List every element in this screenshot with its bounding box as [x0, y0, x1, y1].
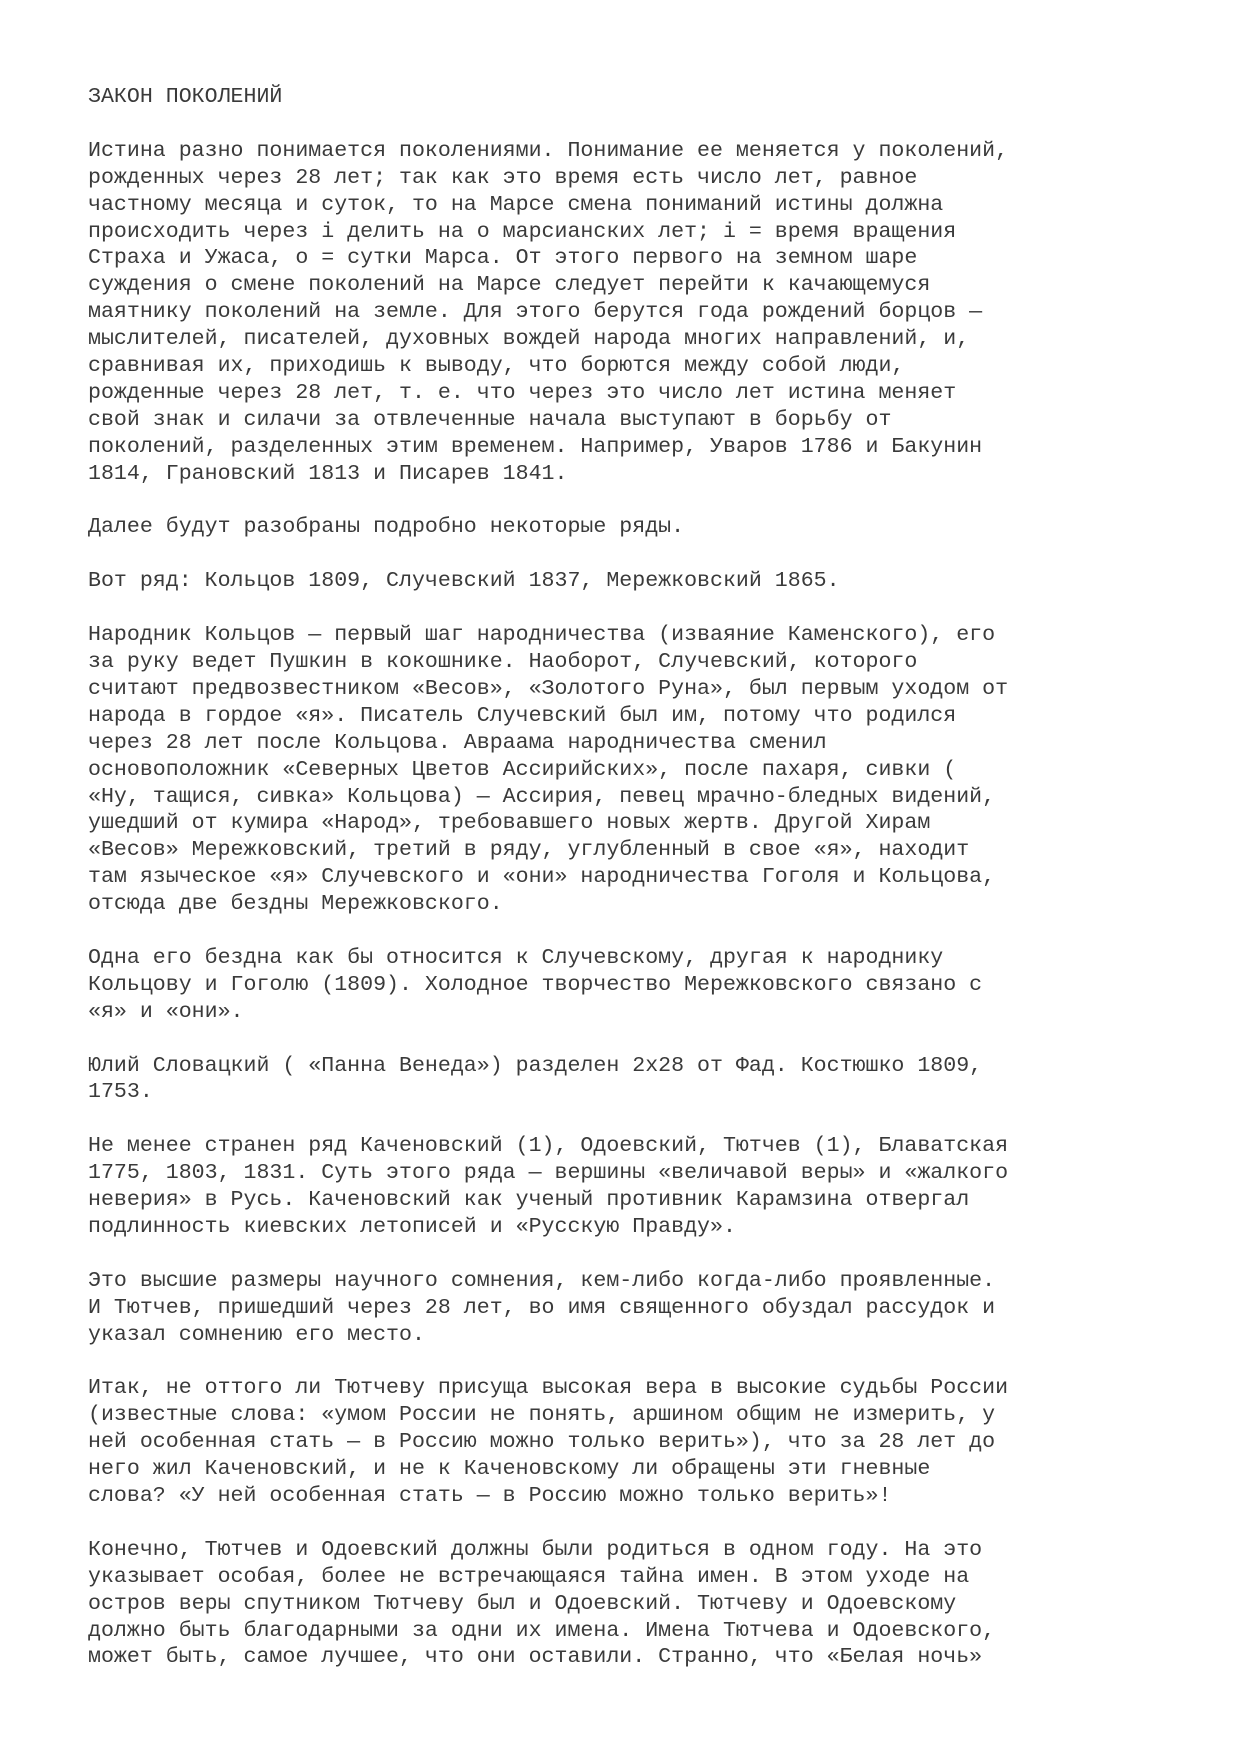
text-line: остров веры спутником Тютчеву был и Одоевский. Тютчеву и Одоевскому [88, 1591, 957, 1616]
text-line: считают предвозвестником «Весов», «Золотого Руна», был первым уходом от [88, 676, 1009, 701]
text-line: частному месяца и суток, то на Марсе смена пониманий истины должна [88, 192, 944, 217]
text-line: маятнику поколений на земле. Для этого берутся года рождений борцов — [88, 300, 983, 325]
text-line: подлинность киевских летописей и «Русскую Правду». [88, 1214, 736, 1239]
text-line: И Тютчев, пришедший через 28 лет, во имя священного обуздал рассудок и [88, 1295, 996, 1320]
text-line: (известные слова: «умом России не понять, аршином общим не измерить, у [88, 1403, 996, 1428]
paragraph [88, 1375, 1188, 1510]
document-page [88, 84, 1188, 1698]
text-line: там языческое «я» Случевского и «они» народничества Гоголя и Кольцова, [88, 865, 996, 890]
text-line: Народник Кольцов — первый шаг народничества (изваяние Каменского), его [88, 623, 996, 648]
paragraph [88, 138, 1188, 488]
text-line: рожденные через 28 лет, т. е. что через это число лет истина меняет [88, 380, 957, 405]
text-line: Кольцову и Гоголю (1809). Холодное творчество Мережковского связано с [88, 972, 983, 997]
text-line: указал сомнению его место. [88, 1322, 425, 1347]
text-line: него жил Каченовский, и не к Каченовскому ли обращены эти гневные [88, 1457, 931, 1482]
text-line: суждения о смене поколений на Марсе следует перейти к качающемуся [88, 273, 931, 298]
document-body [88, 138, 1188, 1672]
text-line: ушедший от кумира «Народ», требовавшего новых жертв. Другой Хирам [88, 811, 931, 836]
text-line: Не менее странен ряд Каченовский (1), Одоевский, Тютчев (1), Блаватская [88, 1134, 1009, 1159]
text-line: происходить через i делить на о марсианских лет; i = время вращения [88, 219, 957, 244]
text-line: Вот ряд: Кольцов 1809, Случевский 1837, Мережковский 1865. [88, 569, 840, 594]
text-line: Это высшие размеры научного сомнения, кем-либо когда-либо проявленные. [88, 1268, 996, 1293]
text-line: Страха и Ужаса, о = сутки Марса. От этого первого на земном шаре [88, 246, 918, 271]
text-line: 1753. [88, 1080, 153, 1105]
text-line: «я» и «они». [88, 999, 244, 1024]
text-line: слова? «У ней особенная стать — в Россию можно только верить»! [88, 1483, 892, 1508]
text-line: Одна его бездна как бы относится к Случевскому, другая к народнику [88, 945, 944, 970]
text-line: 1775, 1803, 1831. Суть этого ряда — вершины «величавой веры» и «жалкого [88, 1161, 1009, 1186]
text-line: отсюда две бездны Мережковского. [88, 892, 503, 917]
paragraph [88, 1537, 1188, 1672]
paragraph [88, 1133, 1188, 1241]
text-line: свой знак и силачи за отвлеченные начала выступают в борьбу от [88, 407, 892, 432]
paragraph [88, 568, 1188, 595]
text-line: может быть, самое лучшее, что они оставили. Странно, что «Белая ночь» [88, 1645, 983, 1670]
text-line: народа в гордое «я». Писатель Случевский был им, потому что родился [88, 703, 957, 728]
text-line: указывает особая, более не встречающаяся тайна имен. В этом уходе на [88, 1564, 970, 1589]
paragraph [88, 514, 1188, 541]
paragraph [88, 945, 1188, 1026]
text-line: за руку ведет Пушкин в кокошнике. Наоборот, Случевский, которого [88, 649, 918, 674]
text-line: сравнивая их, приходишь к выводу, что борются между собой люди, [88, 354, 905, 379]
text-line: «Весов» Мережковский, третий в ряду, углубленный в свое «я», находит [88, 838, 970, 863]
text-line: Юлий Словацкий ( «Панна Венеда») разделен 2х28 от Фад. Костюшко 1809, [88, 1053, 983, 1078]
paragraph [88, 622, 1188, 918]
text-line: рожденных через 28 лет; так как это время есть число лет, равное [88, 165, 918, 190]
paragraph [88, 1053, 1188, 1107]
paragraph [88, 1268, 1188, 1349]
text-line: через 28 лет после Кольцова. Авраама народничества сменил [88, 730, 827, 755]
text-line: Далее будут разобраны подробно некоторые ряды. [88, 515, 685, 540]
text-line: Итак, не оттого ли Тютчеву присуща высокая вера в высокие судьбы России [88, 1376, 1009, 1401]
text-line: Конечно, Тютчев и Одоевский должны были родиться в одном году. На это [88, 1537, 983, 1562]
text-line: «Ну, тащися, сивка» Кольцова) — Ассирия, певец мрачно-бледных видений, [88, 784, 996, 809]
text-line: должно быть благодарными за одни их имена. Имена Тютчева и Одоевского, [88, 1618, 996, 1643]
text-line: основоположник «Северных Цветов Ассирийских», после пахаря, сивки ( [88, 757, 957, 782]
text-line: 1814, Грановский 1813 и Писарев 1841. [88, 461, 568, 486]
text-line: ней особенная стать — в Россию можно только верить»), что за 28 лет до [88, 1430, 996, 1455]
text-line: поколений, разделенных этим временем. Например, Уваров 1786 и Бакунин [88, 434, 983, 459]
text-line: неверия» в Русь. Каченовский как ученый противник Карамзина отвергал [88, 1188, 970, 1213]
text-line: Истина разно понимается поколениями. Понимание ее меняется у поколений, [88, 138, 1009, 163]
document-title: ЗАКОН ПОКОЛЕНИЙ [88, 85, 283, 109]
text-line: мыслителей, писателей, духовных вождей народа многих направлений, и, [88, 327, 970, 352]
